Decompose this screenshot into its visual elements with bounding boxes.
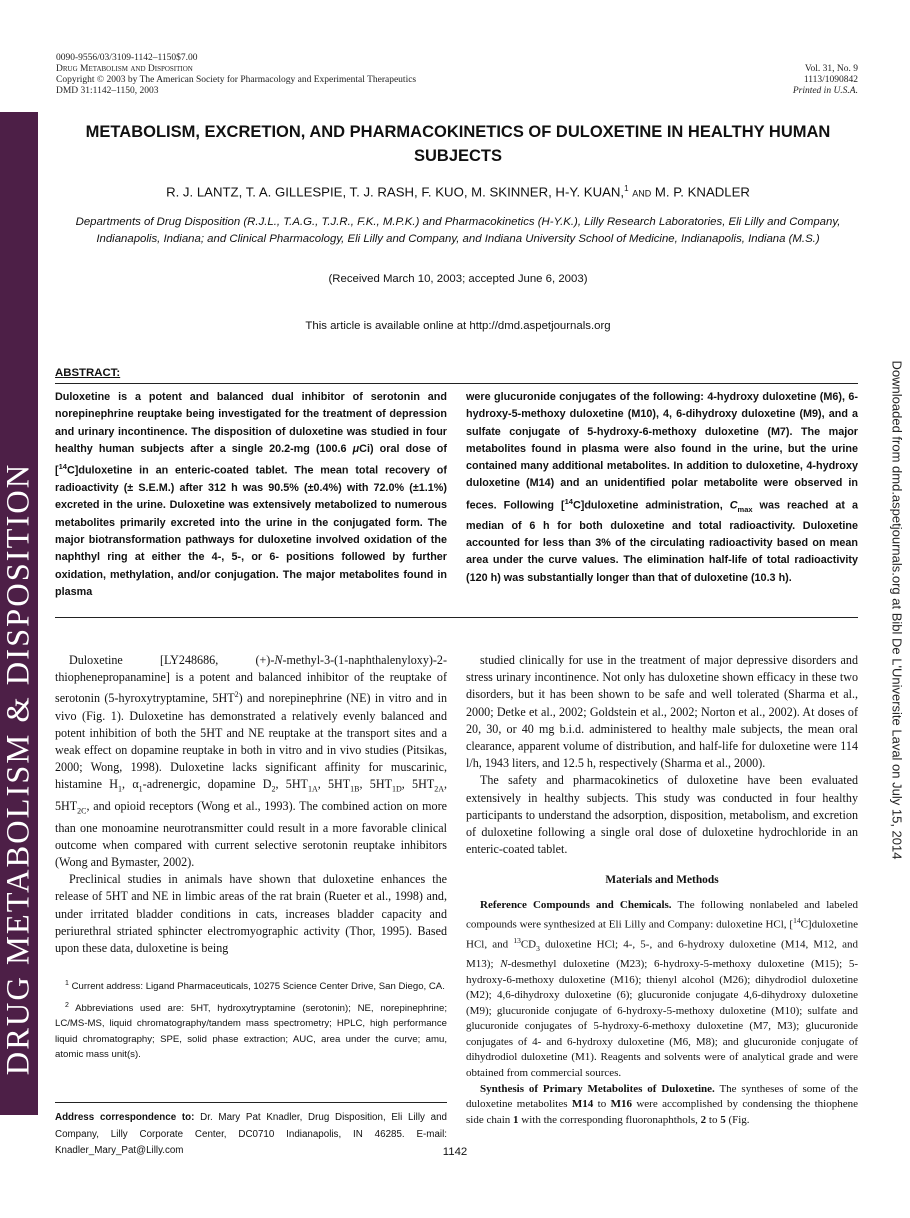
syn-text-a: The syntheses of some of the duloxetine metabolites — [466, 1082, 858, 1111]
online-availability: This article is available online at http://dmd.aspetjournals.org — [305, 320, 611, 332]
syn-text-c: with the corresponding fluoronaphthols, — [518, 1113, 701, 1126]
header-right — [793, 64, 858, 97]
receptor-1d-sub: 1D — [391, 784, 402, 794]
syn-m16: M16 — [610, 1098, 632, 1111]
header-issn: 0090-9556/03/3109-1142–1150$7.00 — [56, 53, 198, 63]
synthesis-paragraph — [466, 1082, 858, 1129]
header-printed: Printed in U.S.A. — [792, 86, 858, 96]
footnote-1-text: Current address: Ligand Pharmaceuticals, 10275 Science Center Drive, San Diego, CA. — [68, 981, 445, 993]
abstract-left-sup14: 14 — [58, 462, 67, 472]
abstract-cmax: C — [729, 499, 738, 512]
abstract-right-sup14: 14 — [564, 496, 573, 506]
reference-compounds-paragraph — [466, 898, 858, 1082]
correspondence-label: Address correspondence to: — [55, 1112, 195, 1123]
header-article-id: 1113/1090842 — [803, 75, 858, 85]
sidebar-journal-name: DRUG METABOLISM & DISPOSITION — [0, 462, 37, 1076]
receptor-5ht-c: , 5HT — [359, 777, 392, 792]
receptor-1b-sub: 1B — [350, 784, 360, 794]
ref-sub3: 3 — [536, 944, 540, 954]
syn-m14: M14 — [571, 1098, 594, 1111]
syn-to-1: to — [593, 1098, 611, 1111]
ref-text-b: C]duloxetine HCl, and — [466, 918, 858, 952]
authors-part1: R. J. LANTZ, T. A. GILLESPIE, T. J. RASH, F. KUO, M. SKINNER, H-Y. KUAN, — [166, 184, 625, 200]
received-dates: (Received March 10, 2003; accepted June 6, 2003) — [328, 273, 588, 285]
receptor-2a-sub: 2A — [434, 784, 444, 794]
ref-text-c: CD — [520, 939, 537, 952]
header-journal: Drug Metabolism and Disposition — [56, 64, 193, 74]
receptor-comma: , — [122, 777, 133, 792]
receptor-1a-sub: 1A — [307, 784, 318, 794]
syn-1: 1 — [513, 1113, 519, 1126]
abstract-label: ABSTRACT: — [55, 367, 121, 379]
syn-to-2: to — [706, 1113, 721, 1126]
abstract-right-text-2: C]duloxetine administration, — [572, 499, 730, 512]
body-right-column — [466, 652, 858, 1128]
receptor-alpha1-sub: 1 — [138, 784, 143, 794]
ref-text-d: duloxetine HCl; 4-, 5-, and 6-hydroxy duloxetine (M14, M12, and M13); — [466, 939, 858, 970]
footnotes — [55, 976, 447, 1066]
receptor-adrenergic-text: -adrenergic, dopamine D — [142, 777, 272, 792]
footnote-2-text: Abbreviations used are: 5HT, hydroxytryptamine (serotonin); NE, norepinephrine; LC/MS-MS, liquid chromatography/tandem mass spectrometry; HPLC, high performance liquid chromatography; SPE, solid phase extraction; AUC, area under the curve; amu, atomic mass unit(s). — [55, 1002, 447, 1061]
abstract-left-column — [55, 389, 447, 601]
ref-sup13: 13 — [513, 936, 521, 946]
receptor-h1-sub: 1 — [118, 784, 123, 794]
body-p1-text-b: -methyl-3-(1-naphthalenyloxy)-2-thiophenepropanamine] is a potent and balanced inhibitor of the reuptake of serotonin (5-hyroxytryptamine, 5HT — [55, 653, 447, 706]
header-volume: Vol. 31, No. 9 — [804, 64, 858, 74]
authors-sup: 1 — [624, 184, 629, 193]
materials-methods-section — [466, 898, 858, 1129]
receptor-5ht-d: , 5HT — [401, 777, 435, 792]
footnote-1 — [55, 976, 447, 995]
materials-methods-heading: Materials and Methods — [605, 874, 719, 887]
download-note: Downloaded from dmd.aspetjournals.org at Bibl De L'Universite Laval on July 15, 2014 — [889, 360, 905, 860]
body-p1-sup2: 2 — [234, 690, 239, 700]
body-p1-text-a: Duloxetine [LY248686, (+)- — [69, 653, 275, 667]
abstract-right-text-1: were glucuronide conjugates of the following: 4-hydroxy duloxetine (M6), 6-hydroxy-5-methoxy duloxetine (M10), 4, 6-dihydroxy duloxetine (M9), and a sulfate conjugate of 5-hydroxy-6-methoxy duloxetine (M7). The major metabolites found in plasma were also found in the urine, but the urine contained many additional metabolites. In addition to duloxetine, 4-hydroxy duloxetine (M14) and an unidentified polar metabolite were observed in feces. Following [ — [466, 391, 858, 512]
body-right-paragraph-2: The safety and pharmacokinetics of duloxetine have been evaluated extensively in healthy subjects. This study was conducted in four healthy participants to understand the adsorption, disposition, metabolism, and excretion of duloxetine following a single oral dose of duloxetine hydrochloride in an enteric-coated tablet. — [466, 773, 858, 857]
abstract-right-text-3: was reached at a median of 6 h for both duloxetine and total radioactivity. Duloxetine accounted for less than 3% of the circulating radioactivity based on mean area under the curve values. The elimination half-life of total radioactivity (120 h) was substantially longer than that of duloxetine (10.3 h). — [466, 499, 858, 584]
journal-sidebar — [0, 112, 38, 1115]
body-right-paragraph-1: studied clinically for use in the treatment of major depressive disorders and stress urinary incontinence. Not only has duloxetine shown efficacy in these two disorders, but it has been shown to be safe and well tolerated (Sharma et al., 2000; Detke et al., 2002; Goldstein et al., 2002; Norton et al., 2002). At doses of 20, 30, or 40 mg b.i.d. administered to healthy male subjects, the mean oral clearance, apparent volume of distribution, and half-life for duloxetine were 114 l/h, 1943 liters, and 12.5 h, respectively (Sharma et al., 2000). — [466, 653, 858, 771]
paper-title: METABOLISM, EXCRETION, AND PHARMACOKINETICS OF DULOXETINE IN HEALTHY HUMAN SUBJECTS — [85, 123, 831, 165]
receptor-5ht-e: , 5HT — [55, 777, 448, 814]
receptor-d2-sub: 2 — [271, 784, 276, 794]
abstract-left-text-3: C]duloxetine in an enteric-coated tablet. The mean total recovery of radioactivity (± S.E.M.) after 312 h was 90.5% (±0.4%) with 72.0% (±1.1%) excreted in the urine. Duloxetine was extensively metabolized to numerous metabolites primarily excreted into the urine in the conjugated form. The major biotransformation pathways for duloxetine involved oxidation of the naphthyl ring at either the 4-, 5-, or 6- positions followed by further oxidation, methylation, and/or conjugation. The major metabolites found in plasma — [55, 464, 447, 598]
ref-text-e: -desmethyl duloxetine (M23); 6-hydroxy-5-methoxy duloxetine (M15); 5-hydroxy-6-methoxy duloxetine (M16); thienyl alcohol (M26); dihydrodiol duloxetine (M2); 4,6-dihydroxy duloxetine (6); glucuronide conjugate 4,6-dihydroxy duloxetine (M9); glucuronide conjugate of 6-hydroxy-5-methoxy duloxetine (M10); sulfate and glucuronide conjugates of 5-hydroxy-6-methoxy duloxetine (M7, M3); glucuronide conjugates of 4- and 6-hydroxy duloxetine (M6, M8); and glucuronide conjugate of dihydrodiol duloxetine (M1). Reagents and solvents were of analytical grade and were obtained from commercial sources. — [466, 957, 858, 1080]
ref-n: N — [500, 957, 508, 970]
affiliations: Departments of Drug Disposition (R.J.L., T.A.G., T.J.R., F.K., M.P.K.) and Pharmacokinetics (H-Y.K.), Lilly Research Laboratories, Eli Lilly and Company, Indianapolis, Indiana; and Clinical Pharmacology, Eli Lilly and Company, and Indiana University School of Medicine, Indianapolis, Indiana (M.S.) — [75, 216, 841, 245]
authors-and: and — [632, 184, 652, 200]
authors — [60, 184, 856, 199]
reference-compounds-label: Reference Compounds and Chemicals. — [480, 898, 672, 911]
abstract-mu-symbol: μ — [352, 442, 360, 455]
abstract-bottom-rule — [55, 617, 858, 618]
ref-text-a: The following nonlabeled and labeled compounds were synthesized at Eli Lilly and Company: duloxetine HCl, [ — [466, 898, 858, 931]
correspondence-rule — [55, 1102, 447, 1103]
footnote-2 — [55, 998, 447, 1063]
body-left-column — [55, 652, 447, 957]
body-p1-text-c: ) and norepinephrine (NE) in vitro and in vivo (Fig. 1). Duloxetine has demonstrated a relatively evenly balanced and potent inhibition of both the 5HT and NE reuptake at the transport sites and a weak effect on dopamine reuptake in both in vitro and in vivo studies (Pitsikas, 2000; Wong, 1998). Duloxetine lacks significant affinity for muscarinic, histamine H — [55, 691, 447, 792]
abstract-right-column — [466, 389, 858, 587]
header-copyright: Copyright © 2003 by The American Society for Pharmacology and Experimental Therapeutics — [56, 75, 417, 85]
receptor-5ht-b: , 5HT — [317, 777, 351, 792]
synthesis-label: Synthesis of Primary Metabolites of Duloxetine. — [480, 1082, 715, 1095]
receptor-5ht-a: , 5HT — [275, 777, 308, 792]
body-paragraph-1 — [55, 652, 447, 871]
authors-part2: M. P. KNADLER — [654, 184, 750, 200]
correspondence-text: Dr. Mary Pat Knadler, Drug Disposition, Eli Lilly and Company, Lilly Corporate Center, DC0710 Indianapolis, IN 46285. E-mail: Knadler_Mary_Pat@Lilly.com — [55, 1112, 447, 1156]
header-citation: DMD 31:1142–1150, 2003 — [56, 86, 159, 96]
receptor-2c-sub: 2C — [77, 806, 87, 816]
syn-5: 5 — [720, 1113, 726, 1126]
body-p1-n: N — [274, 653, 283, 667]
header-left — [56, 53, 416, 97]
ref-sup14: 14 — [793, 916, 801, 926]
footnote-1-num: 1 — [65, 980, 69, 987]
receptor-alpha: α — [132, 777, 139, 792]
syn-2: 2 — [700, 1113, 707, 1126]
page-number: 1142 — [442, 1146, 468, 1158]
body-paragraph-2: Preclinical studies in animals have shown that duloxetine enhances the release of 5HT and NE in limbic areas of the rat brain (Rueter et al., 1998) and, under irritated bladder conditions in cats, increases bladder capacity and periurethral striated sphincter electromyographic activity (Thor, 1995). Based upon these data, duloxetine is being — [55, 872, 447, 956]
syn-text-b: were accomplished by condensing the thiophene side chain — [466, 1098, 858, 1126]
body-p1-text-d: , and opioid receptors (Wong et al., 1993). The combined action on more than one monoamine neurotransmitter could result in a more favorable clinical outcome when compared with current selective serotonin reuptake inhibitors (Wong and Bymaster, 2002). — [55, 799, 447, 870]
abstract-left-text-2: Ci) oral dose of [ — [55, 442, 447, 477]
abstract-top-rule — [55, 383, 858, 384]
syn-text-d: (Fig. — [725, 1113, 750, 1126]
abstract-cmax-sub: max — [737, 504, 753, 514]
footnote-2-num: 2 — [65, 1001, 69, 1009]
abstract-left-text-1: Duloxetine is a potent and balanced dual inhibitor of serotonin and norepinephrine reuptake being investigated for the treatment of depression and urinary incontinence. The disposition of duloxetine was studied in four healthy human subjects after a single 20.2-mg (100.6 — [55, 391, 447, 455]
